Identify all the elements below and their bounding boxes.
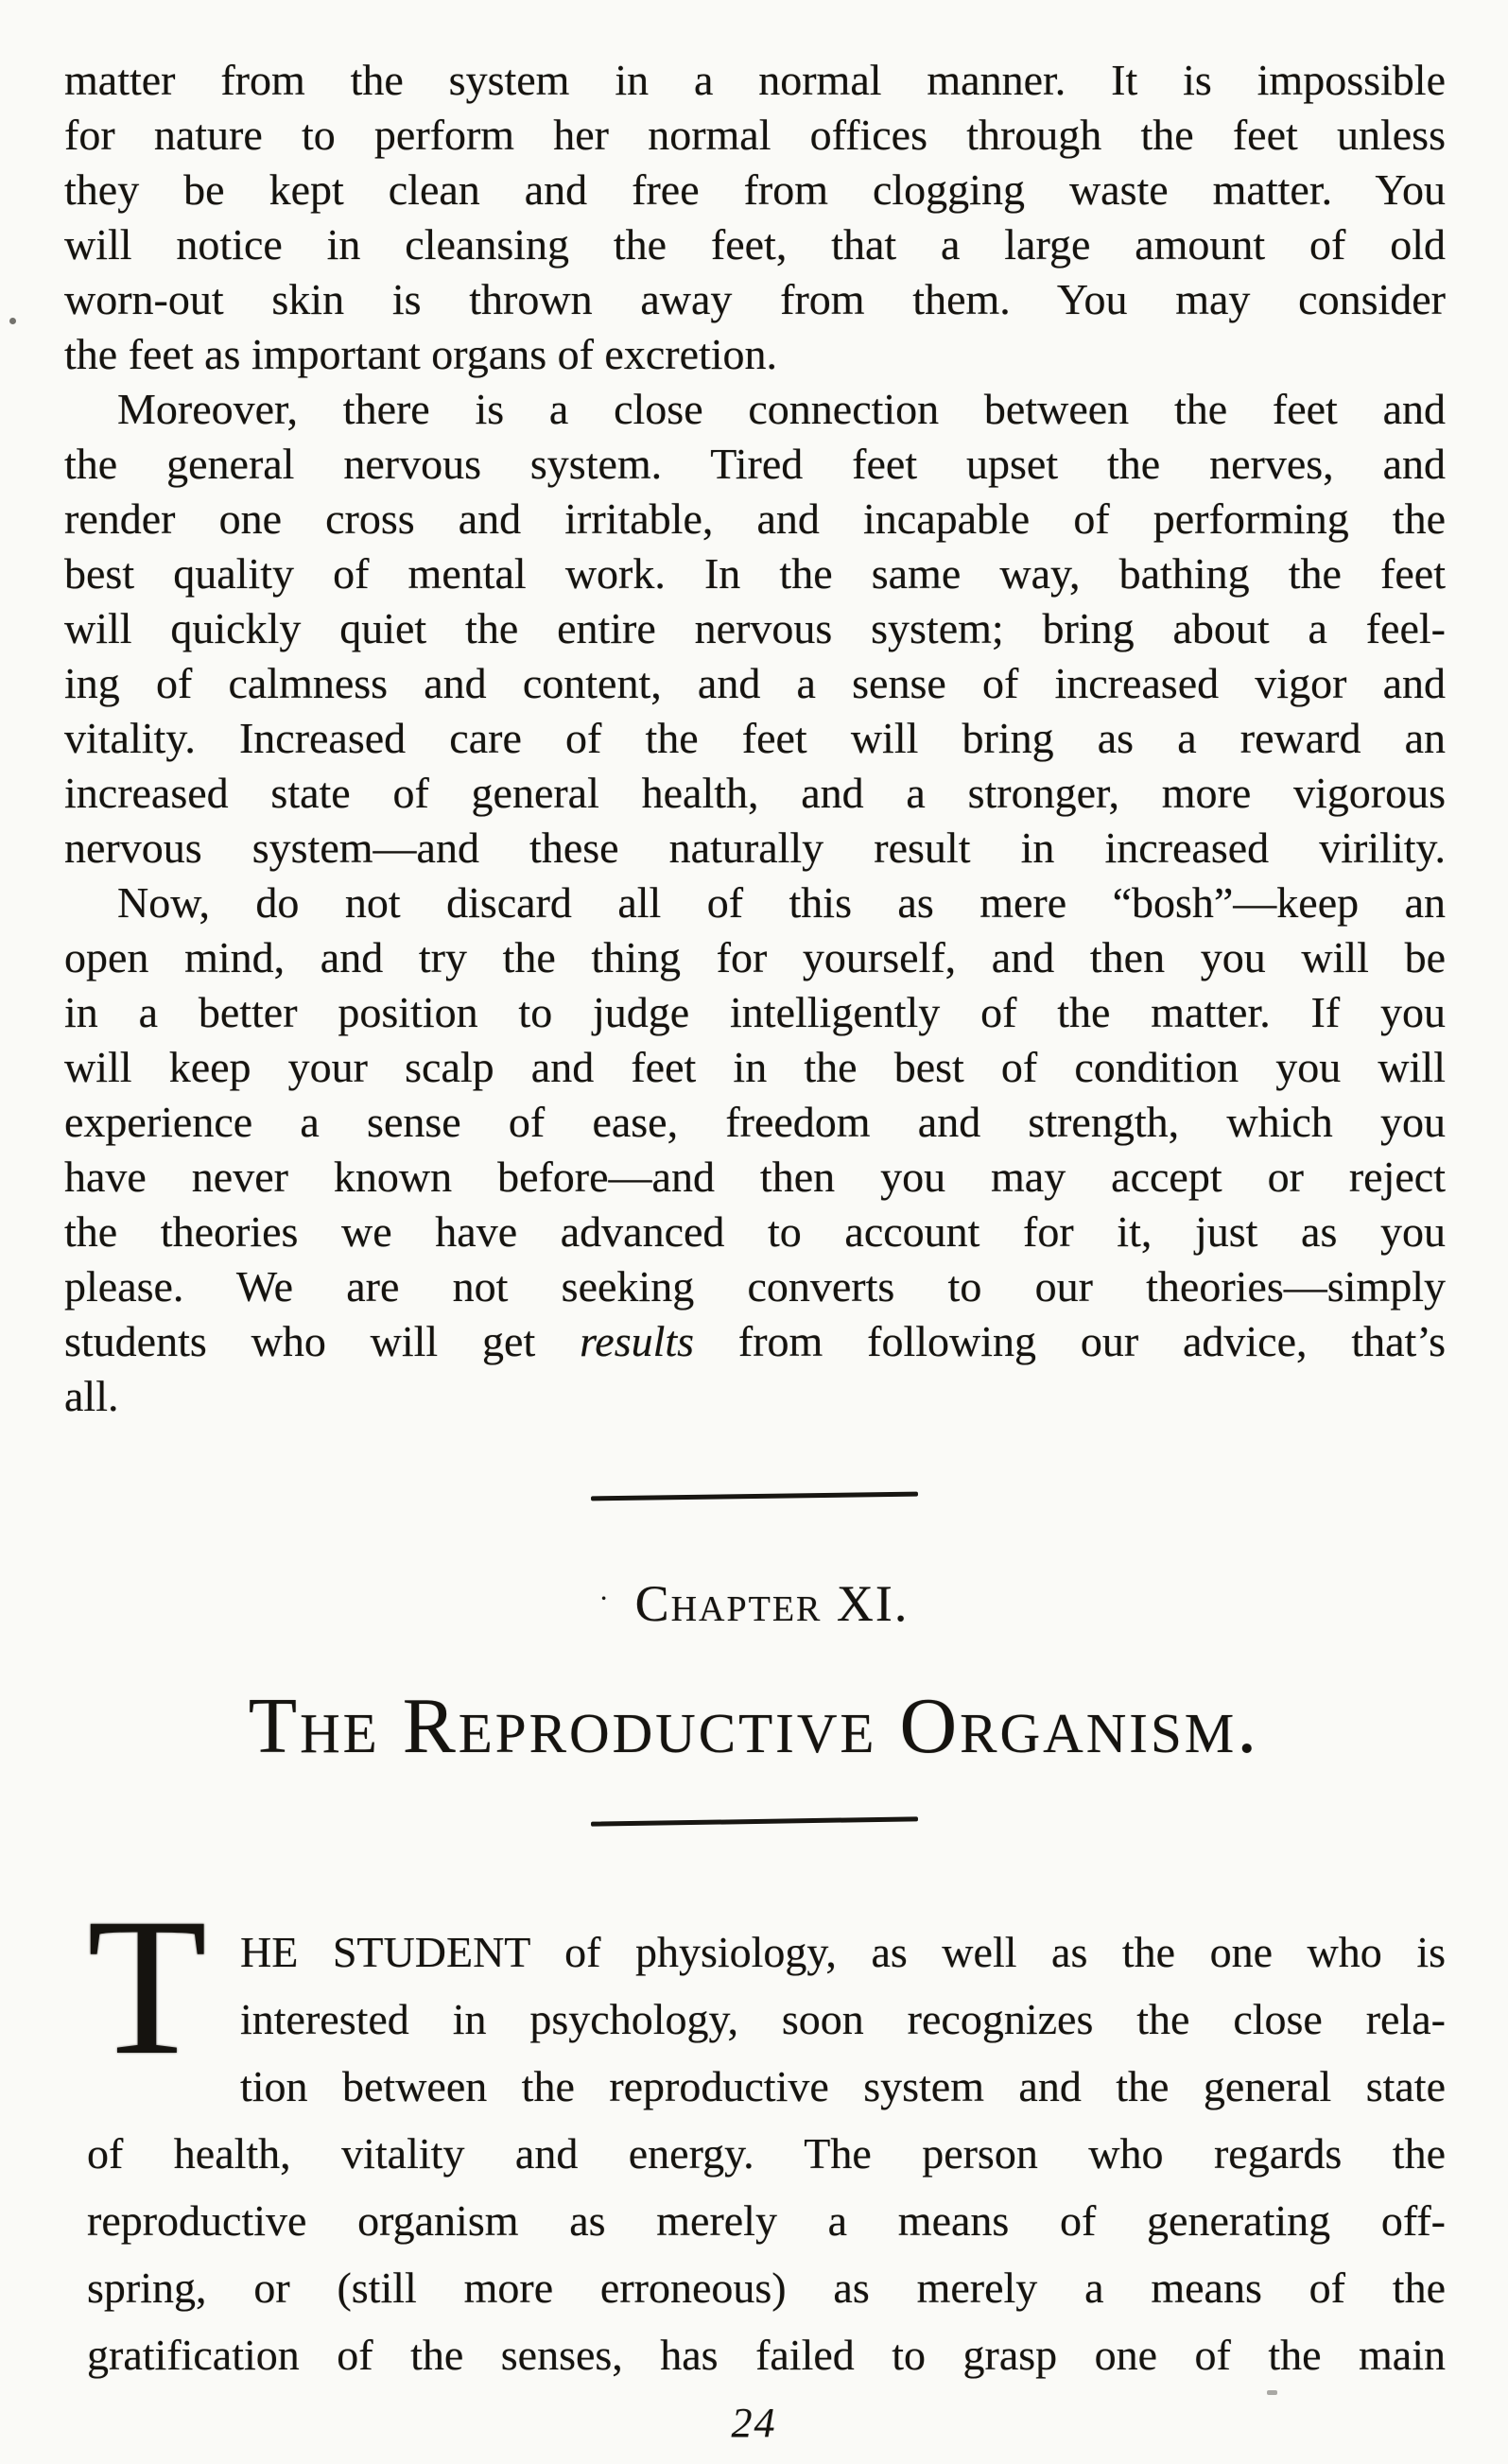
chapter-label: Chapter XI. (634, 1575, 910, 1632)
text-line: the general nervous system. Tired feet upset the nerves, and (64, 440, 1446, 488)
text-line: open mind, and try the thing for yourself, and then you will be (64, 933, 1446, 981)
dropcap-letter-T: T (87, 1878, 208, 2095)
text-line: ing of calmness and content, and a sense of increased vigor and (64, 659, 1446, 707)
text-line: will notice in cleansing the feet, that a large amount of old (64, 220, 1446, 269)
section-divider-rule-bottom (590, 1816, 917, 1826)
text-line: have never known before—and then you may accept or reject (64, 1153, 1446, 1201)
italic-word-results: results (580, 1317, 695, 1365)
text-line: in a better position to judge intelligently of the matter. If you (64, 988, 1446, 1036)
paragraph-feet-excretion (64, 53, 1446, 382)
text-line: increased state of general health, and a stronger, more vigorous (64, 769, 1446, 817)
page-number: 24 (731, 2400, 777, 2446)
text-line: gratification of the senses, has failed to grasp one of the main (87, 2331, 1446, 2379)
text-line: best quality of mental work. In the same way, bathing the feet (64, 549, 1446, 598)
stray-ink-mark: · (598, 1583, 609, 1614)
section-divider-rule-top (590, 1492, 917, 1501)
text-line: of health, vitality and energy. The person who regards the (87, 2129, 1446, 2178)
text-line: Now, do not discard all of this as mere “bosh”—keep an (117, 878, 1446, 927)
text-line: will keep your scalp and feet in the best of condition you will (64, 1043, 1446, 1091)
text-line: will quickly quiet the entire nervous system; bring about a feel- (64, 604, 1446, 652)
ink-speck (1267, 2390, 1277, 2395)
chapter-title: The Reproductive Organism. (248, 1682, 1260, 1770)
text-line: they be kept clean and free from clogging waste matter. You (64, 165, 1446, 214)
text-segment: from following our advice, that’s (694, 1317, 1446, 1365)
text-line: for nature to perform her normal offices through the feet unless (64, 111, 1446, 159)
chapter-opening-paragraph (87, 1878, 1446, 2388)
text-segment: students who will get (64, 1317, 581, 1365)
text-line: all. (64, 1372, 119, 1420)
text-line: worn-out skin is thrown away from them. You may consider (64, 275, 1446, 323)
text-line: HE STUDENT of physiology, as well as the one who is (240, 1928, 1446, 1976)
text-line: nervous system—and these naturally result in increased virility. (64, 824, 1446, 872)
paragraph-open-mind (64, 876, 1446, 1424)
paragraph-nervous-system (64, 382, 1446, 876)
text-line: the theories we have advanced to account for it, just as you (64, 1207, 1446, 1256)
text-line: render one cross and irritable, and incapable of performing the (64, 495, 1446, 543)
chapter-heading (0, 1570, 1508, 1632)
text-line: spring, or (still more erroneous) as merely a means of the (87, 2264, 1446, 2312)
text-line: interested in psychology, soon recognizes the close rela- (240, 1995, 1446, 2043)
text-line: experience a sense of ease, freedom and strength, which you (64, 1098, 1446, 1146)
text-line: Moreover, there is a close connection between the feet and (117, 385, 1446, 433)
text-line: reproductive organism as merely a means of generating off- (87, 2196, 1446, 2245)
text-line: vitality. Increased care of the feet will bring as a reward an (64, 714, 1446, 762)
text-line: tion between the reproductive system and the general state (240, 2062, 1446, 2110)
text-line: the feet as important organs of excretion. (64, 330, 778, 378)
text-line: matter from the system in a normal manner. It is impossible (64, 56, 1446, 104)
text-line-with-italic (64, 1314, 1446, 1369)
ink-speck (9, 318, 16, 324)
text-line: please. We are not seeking converts to our theories—simply (64, 1262, 1446, 1310)
